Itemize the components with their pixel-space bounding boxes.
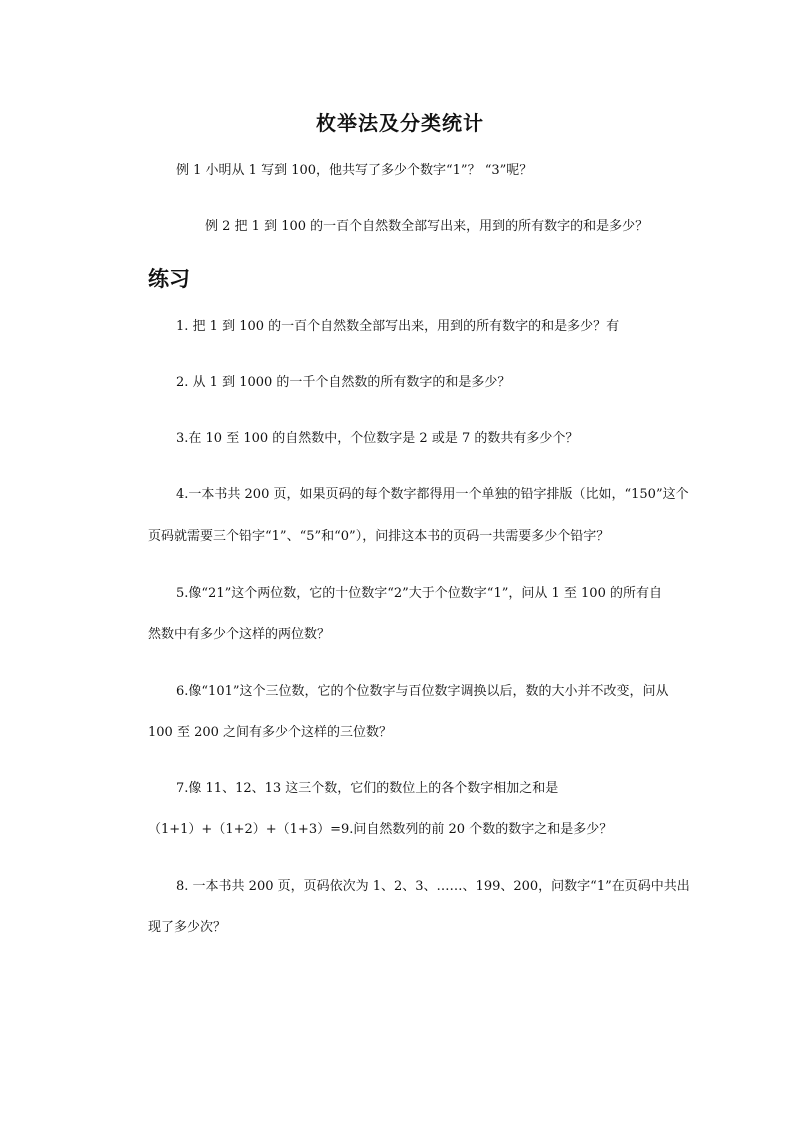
example-1: 例 1 小明从 1 写到 100，他共写了多少个数字“1”？ “3”呢？ (176, 163, 533, 178)
exercise-5-line-2: 然数中有多少个这样的两位数？ (148, 627, 331, 642)
section-heading: 练习 (148, 267, 190, 291)
example-2: 例 2 把 1 到 100 的一百个自然数全部写出来，用到的所有数字的和是多少？ (205, 219, 649, 234)
exercise-8-line-1: 8. 一本书共 200 页，页码依次为 1、2、3、……、199、200，问数字“1”在页码中共出 (176, 879, 690, 894)
exercise-6-line-1: 6.像“101”这个三位数，它的个位数字与百位数字调换以后，数的大小并不改变，问从 (176, 684, 669, 699)
exercise-2-line-1: 2. 从 1 到 1000 的一千个自然数的所有数字的和是多少？ (176, 375, 511, 390)
exercise-8-line-2: 现了多少次？ (148, 920, 227, 935)
exercise-4-line-2: 页码就需要三个铅字“1”、“5”和“0”），问排这本书的页码一共需要多少个铅字？ (148, 529, 610, 544)
exercise-6-line-2: 100 至 200 之间有多少个这样的三位数？ (148, 725, 393, 740)
exercise-7-line-2: （1+1）+（1+2）+（1+3）=9.问自然数列的前 20 个数的数字之和是多少？ (148, 822, 613, 837)
exercise-4-line-1: 4.一本书共 200 页，如果页码的每个数字都得用一个单独的铅字排版（比如，“150”这个 (176, 487, 689, 502)
exercise-5-line-1: 5.像“21”这个两位数，它的十位数字“2”大于个位数字“1”，问从 1 至 100 的所有自 (176, 586, 662, 601)
exercise-7-line-1: 7.像 11、12、13 这三个数，它们的数位上的各个数字相加之和是 (176, 781, 559, 796)
page-title: 枚举法及分类统计 (316, 111, 484, 135)
exercise-3-line-1: 3.在 10 至 100 的自然数中，个位数字是 2 或是 7 的数共有多少个？ (176, 431, 579, 446)
exercise-1-line-1: 1. 把 1 到 100 的一百个自然数全部写出来，用到的所有数字的和是多少？有 (176, 319, 620, 334)
